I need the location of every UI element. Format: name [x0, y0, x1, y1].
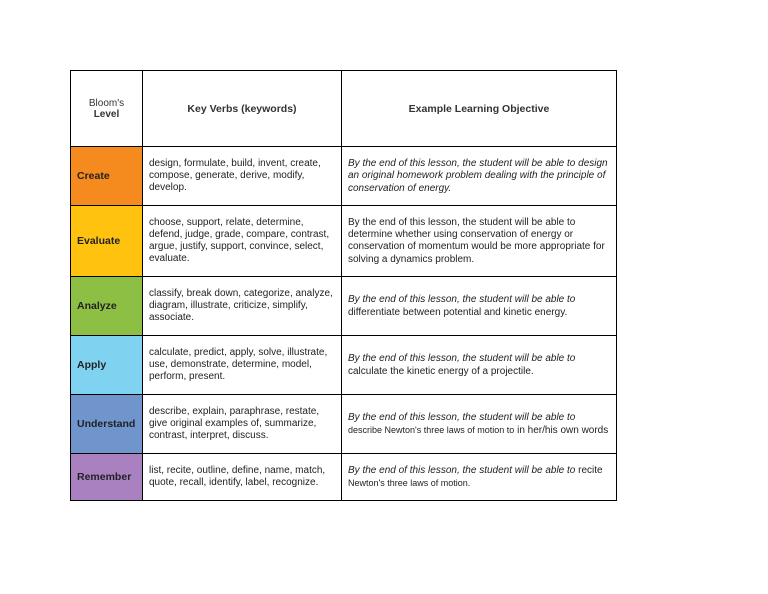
level-cell: Apply [71, 336, 143, 395]
table-row [71, 395, 617, 454]
verbs-cell: list, recite, outline, define, name, match, quote, recall, identify, label, recognize. [143, 454, 342, 501]
objective-small: describe Newton's three laws of motion to [348, 425, 515, 435]
objective-cell [342, 454, 617, 501]
table-row [71, 147, 617, 206]
table-row [71, 277, 617, 336]
objective-italic: By the end of this lesson, the student will be able to [348, 412, 576, 423]
table-row [71, 336, 617, 395]
objective-cell [342, 395, 617, 454]
header-verbs: Key Verbs (keywords) [143, 71, 342, 147]
objective-small: Newton's three laws of motion. [348, 478, 471, 488]
objective-plain: differentiate between potential and kinetic energy. [348, 306, 568, 318]
level-cell: Analyze [71, 277, 143, 336]
objective-tail: in her/his own words [514, 425, 609, 436]
verbs-cell: classify, break down, categorize, analyze, diagram, illustrate, criticize, simplify, associate. [143, 277, 342, 336]
objective-cell [342, 336, 617, 395]
objective-cell [342, 277, 617, 336]
blooms-table [70, 70, 617, 501]
verbs-cell: calculate, predict, apply, solve, illustrate, use, demonstrate, determine, model, perform, present. [143, 336, 342, 395]
header-level-line1: Bloom's [88, 97, 125, 109]
objective-italic: By the end of this lesson, the student will be able to [348, 293, 576, 305]
objective-cell [342, 206, 617, 277]
level-cell: Create [71, 147, 143, 206]
verbs-cell: describe, explain, paraphrase, restate, give original examples of, summarize, contrast, interpret, discuss. [143, 395, 342, 454]
objective-italic: By the end of this lesson, the student will be able to [348, 352, 576, 364]
table-row [71, 206, 617, 277]
objective-italic: By the end of this lesson, the student will be able to design an original homework problem dealing with the principle of conservation of energy. [348, 157, 608, 194]
objective-plain: recite [575, 465, 603, 476]
level-cell: Evaluate [71, 206, 143, 277]
header-objective: Example Learning Objective [342, 71, 617, 147]
header-row [71, 71, 617, 147]
level-cell: Remember [71, 454, 143, 501]
level-cell: Understand [71, 395, 143, 454]
objective-plain: By the end of this lesson, the student will be able to determine whether using conservation of energy or conservation of momentum would be more appropriate for solving a dynamics problem. [348, 216, 605, 265]
objective-cell [342, 147, 617, 206]
table-row [71, 454, 617, 501]
header-level-line2: Level [93, 108, 120, 120]
verbs-cell: design, formulate, build, invent, create, compose, generate, derive, modify, develop. [143, 147, 342, 206]
objective-plain: calculate the kinetic energy of a projectile. [348, 365, 534, 377]
verbs-cell: choose, support, relate, determine, defend, judge, grade, compare, contrast, argue, justify, support, convince, select, evaluate. [143, 206, 342, 277]
objective-italic: By the end of this lesson, the student will be able to [348, 465, 576, 476]
header-level [71, 71, 143, 147]
